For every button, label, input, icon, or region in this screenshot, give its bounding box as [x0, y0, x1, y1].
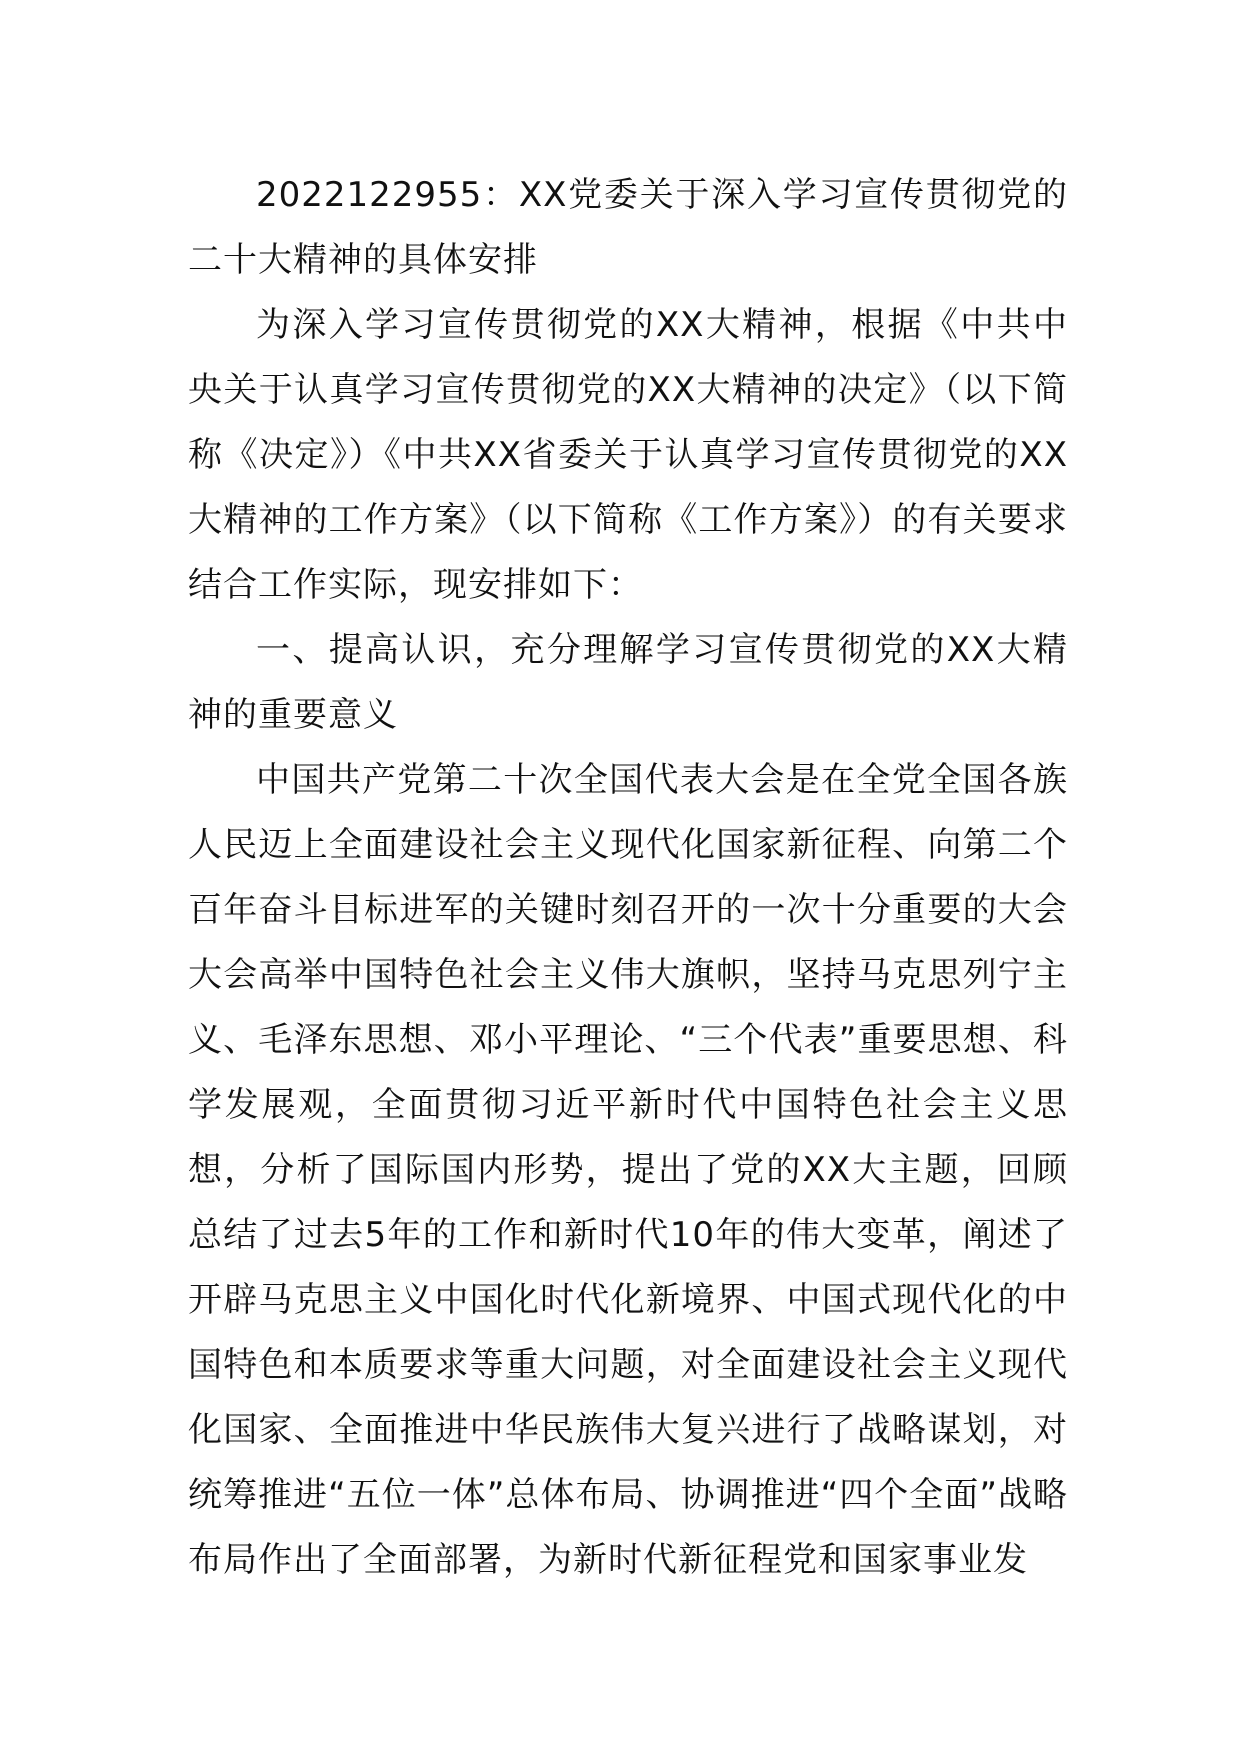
section-1-body: 中国共产党第二十次全国代表大会是在全党全国各族人民迈上全面建设社会主义现代化国家新征程、向第二个百年奋斗目标进军的关键时刻召开的一次十分重要的大会大会高举中国特色社会主义伟大旗帜，坚持马克思列宁主义、毛泽东思想、邓小平理论、“三个代表”重要思想、科学发展观，全面贯彻习近平新时代中国特色社会主义思想，分析了国际国内形势，提出了党的XX大主题，回顾总结了过去5年的工作和新时代10年的伟大变革，阐述了开辟马克思主义中国化时代化新境界、中国式现代化的中国特色和本质要求等重大问题，对全面建设社会主义现代化国家、全面推进中华民族伟大复兴进行了战略谋划，对统筹推进“五位一体”总体布局、协调推进“四个全面”战略布局作出了全面部署，为新时代新征程党和国家事业发: [188, 760, 1068, 1580]
intro-paragraph: 为深入学习宣传贯彻党的XX大精神，根据《中共中央关于认真学习宣传贯彻党的XX大精神的决定》（以下简称《决定》）《中共XX省委关于认真学习宣传贯彻党的XX大精神的工作方案》（以下简称《工作方案》）的有关要求结合工作实际，现安排如下：: [188, 305, 1068, 605]
document-title: 2022122955：XX党委关于深入学习宣传贯彻党的二十大精神的具体安排: [188, 175, 1068, 280]
section-1-heading: 一、提高认识，充分理解学习宣传贯彻党的XX大精神的重要意义: [188, 630, 1068, 735]
document-body: [188, 163, 1068, 1593]
